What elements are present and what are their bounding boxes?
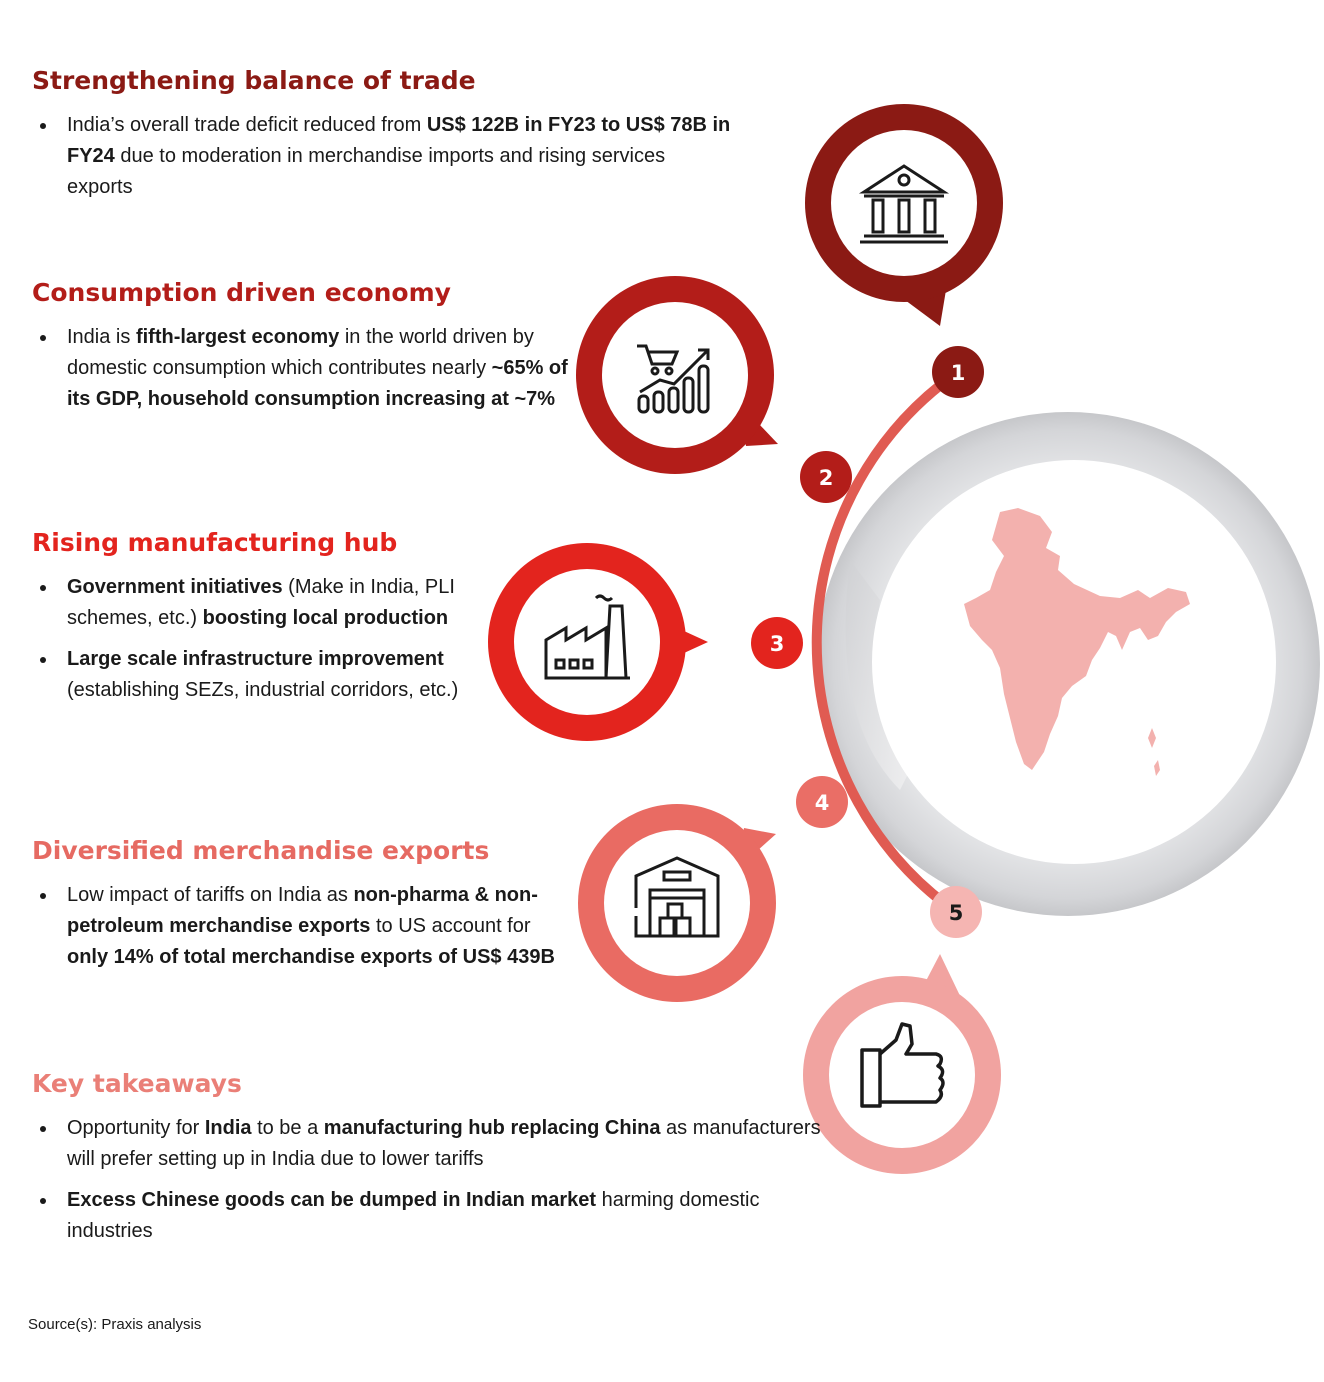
section-manufacturing <box>32 528 492 716</box>
step-badge-4 <box>796 776 848 828</box>
bubble-manufacturing <box>488 543 708 741</box>
bullet-text: India’s overall trade deficit reduced from <box>67 114 427 136</box>
map-ring <box>816 412 1320 916</box>
bullet-text: (Make in India, PLI schemes, etc.) <box>67 576 455 629</box>
step-badge-3 <box>751 617 803 669</box>
bullet-item <box>32 1113 822 1175</box>
step-number-4: 4 <box>814 791 830 815</box>
bullet-list <box>32 1113 822 1247</box>
section-title-balance-of-trade: Strengthening balance of trade <box>32 66 476 95</box>
section-exports <box>32 836 577 983</box>
bullet-text-bold: fifth-largest economy <box>135 326 340 348</box>
bullet-text: as manufacturers will prefer setting up in India due to lower tariffs <box>67 1117 821 1170</box>
step-number-1: 1 <box>950 361 966 385</box>
bullet-item <box>32 110 732 203</box>
section-consumption <box>32 278 572 425</box>
step-badge-2 <box>800 451 852 503</box>
bullet-item <box>32 1185 822 1247</box>
section-title-key-takeaways: Key takeaways <box>32 1069 242 1098</box>
bubble-consumption <box>576 276 778 474</box>
bullet-text-bold: US$ 122B in FY23 to US$ 78B in FY24 <box>67 114 731 167</box>
source-note: Source(s): Praxis analysis <box>28 1316 202 1333</box>
bullet-text-bold: Government initiatives <box>67 576 283 598</box>
bullet-text: to US account for <box>370 915 531 937</box>
step-badge-1 <box>932 346 984 398</box>
bullet-text: harming domestic industries <box>67 1189 760 1242</box>
bullet-list <box>32 322 572 415</box>
bullet-list <box>32 572 492 706</box>
bullet-item <box>32 880 577 973</box>
step-badge-5 <box>930 886 982 938</box>
bullet-text-bold: manufacturing hub replacing China <box>323 1117 661 1139</box>
bullet-text-bold: only 14% of total merchandise exports of US$ 439B <box>67 946 555 968</box>
bullet-text: due to moderation in merchandise imports and rising services exports <box>67 145 666 198</box>
bullet-text-bold: India <box>204 1117 252 1139</box>
bullet-item <box>32 572 492 634</box>
bullet-item <box>32 644 492 706</box>
bullet-list <box>32 110 732 203</box>
section-title-manufacturing: Rising manufacturing hub <box>32 528 398 557</box>
bullet-text: India is <box>67 326 136 348</box>
bullet-item <box>32 322 572 415</box>
bullet-text-bold: non-pharma & non-petroleum merchandise exports <box>67 884 538 937</box>
bubble-exports <box>578 804 776 1002</box>
bubble-trade <box>805 104 1003 326</box>
bullet-list <box>32 880 577 973</box>
step-number-3: 3 <box>769 632 785 656</box>
bullet-text-bold: ~65% of its GDP, household consumption increasing at ~7% <box>67 357 568 410</box>
section-key-takeaways <box>32 1069 822 1257</box>
bullet-text: Opportunity for <box>67 1117 205 1139</box>
step-number-5: 5 <box>948 901 964 925</box>
bubble-takeaways <box>803 954 1001 1174</box>
bullet-text-bold: Large scale infrastructure improvement <box>67 648 444 670</box>
bullet-text: (establishing SEZs, industrial corridors, etc.) <box>67 679 459 701</box>
section-title-exports: Diversified merchandise exports <box>32 836 490 865</box>
bullet-text: to be a <box>251 1117 324 1139</box>
bullet-text-bold: boosting local production <box>202 607 449 629</box>
bullet-text-bold: Excess Chinese goods can be dumped in Indian market <box>67 1189 597 1211</box>
section-balance-of-trade <box>32 66 732 213</box>
section-title-consumption: Consumption driven economy <box>32 278 451 307</box>
bullet-text: Low impact of tariffs on India as <box>67 884 354 906</box>
step-number-2: 2 <box>818 466 834 490</box>
bullet-text: in the world driven by domestic consumption which contributes nearly <box>67 326 534 379</box>
